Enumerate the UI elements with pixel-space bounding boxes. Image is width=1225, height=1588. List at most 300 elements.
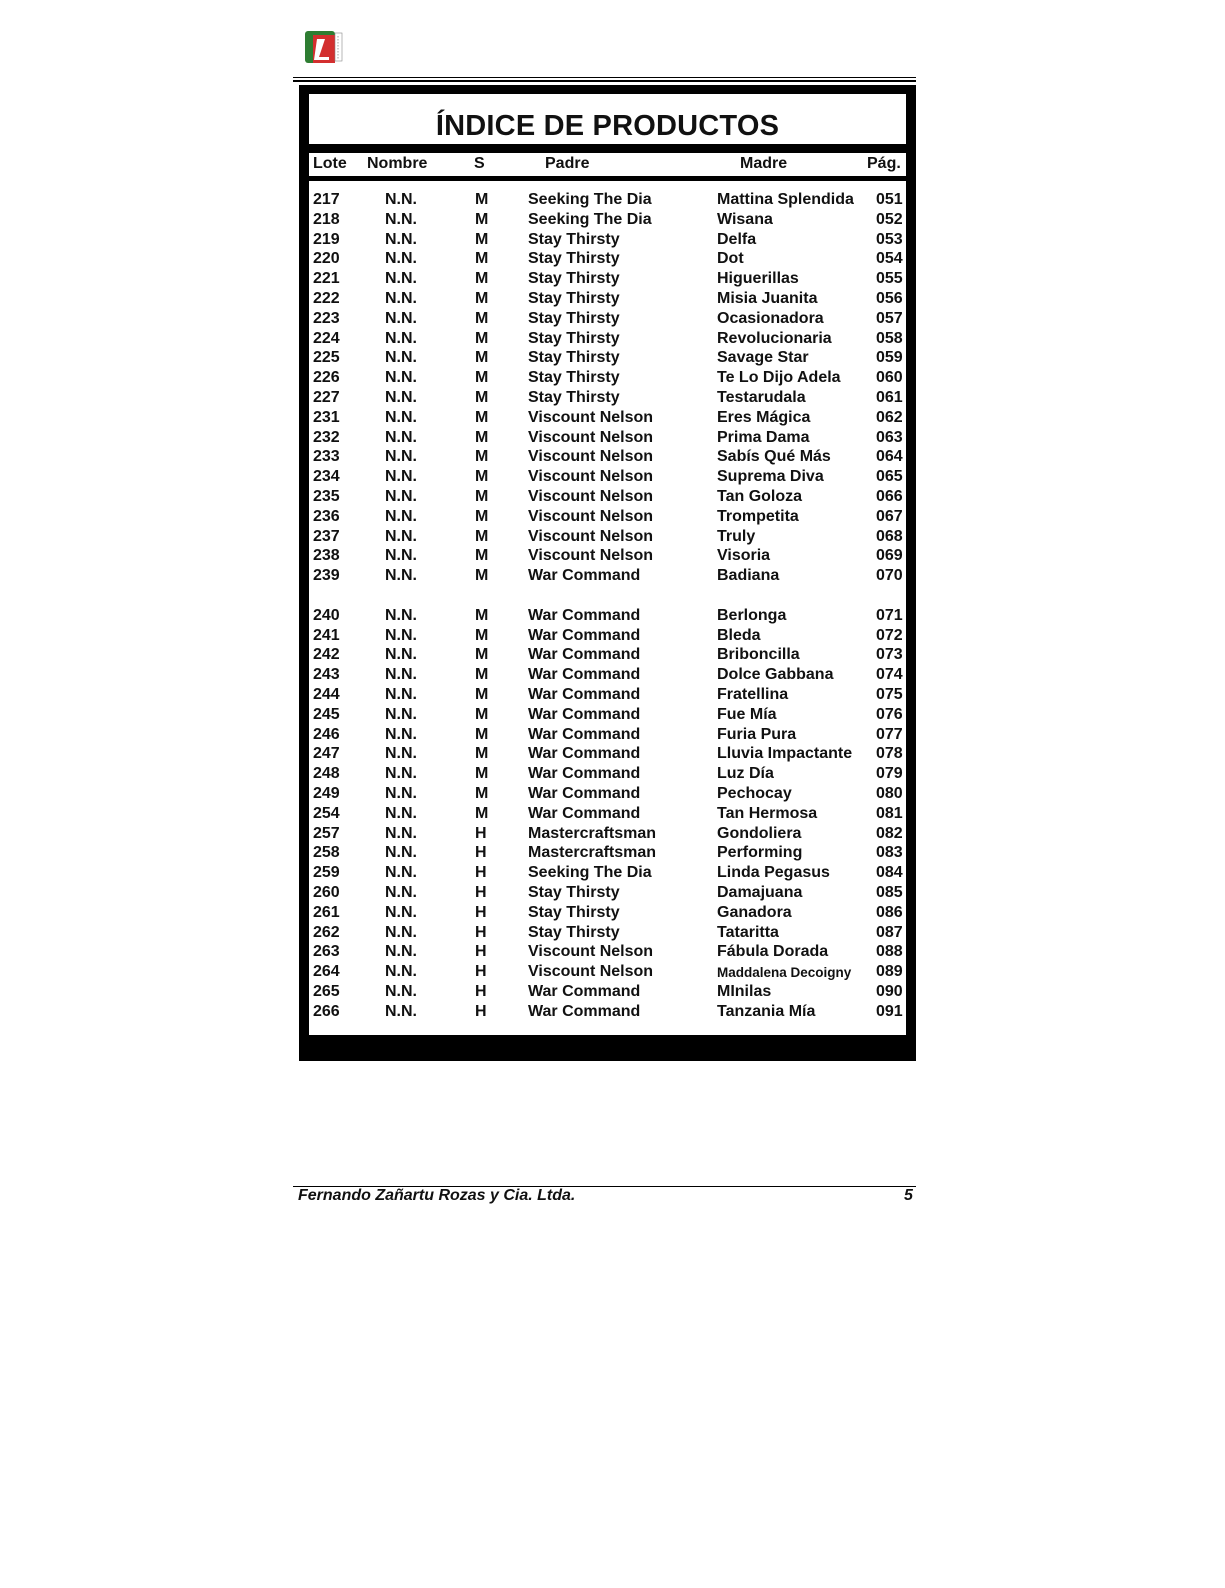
cell-madre: Higuerillas (717, 270, 799, 288)
cell-pag: 086 (876, 903, 903, 921)
cell-padre: Stay Thirsty (528, 349, 620, 367)
cell-lote: 231 (313, 408, 340, 426)
table-row (309, 310, 906, 330)
cell-nombre: N.N. (385, 903, 417, 921)
cell-lote: 254 (313, 804, 340, 822)
table-row (309, 646, 906, 666)
cell-pag: 075 (876, 686, 903, 703)
column-header-nombre: Nombre (367, 155, 428, 172)
cell-s: M (475, 765, 489, 783)
cell-madre: Damajuana (717, 884, 803, 901)
cell-pag: 072 (876, 626, 903, 644)
cell-nombre: N.N. (385, 705, 417, 723)
cell-pag: 090 (876, 983, 903, 1000)
cell-padre: War Command (528, 646, 641, 664)
cell-s: M (475, 705, 489, 723)
cell-padre: War Command (528, 725, 641, 743)
cell-padre: Stay Thirsty (528, 329, 620, 347)
column-header-lote: Lote (313, 155, 347, 172)
cell-pag: 074 (876, 666, 903, 684)
cell-padre: Stay Thirsty (528, 903, 620, 921)
cell-nombre: N.N. (385, 567, 417, 585)
cell-madre: Te Lo Dijo Adela (717, 369, 841, 387)
cell-padre: Viscount Nelson (528, 943, 654, 961)
cell-madre: Mattina Splendida (717, 191, 854, 208)
cell-nombre: N.N. (385, 428, 417, 446)
cell-s: M (475, 230, 489, 248)
cell-lote: 243 (313, 666, 340, 684)
product-index-frame (299, 85, 916, 1061)
cell-nombre: N.N. (385, 448, 417, 466)
cell-pag: 063 (876, 428, 903, 446)
cell-nombre: N.N. (385, 309, 417, 327)
cell-madre: Maddalena Decoigny (717, 965, 852, 981)
table-row (309, 884, 906, 904)
cell-lote: 249 (313, 785, 340, 802)
table-row (309, 627, 906, 647)
cell-pag: 054 (876, 250, 903, 268)
cell-madre: Misia Juanita (717, 290, 818, 307)
cell-lote: 225 (313, 349, 340, 367)
table-row (309, 983, 906, 1003)
table-row (309, 349, 906, 369)
cell-nombre: N.N. (385, 210, 417, 228)
cell-padre: Stay Thirsty (528, 309, 620, 327)
title-box (309, 94, 906, 144)
cell-s: M (475, 408, 489, 426)
cell-s: H (475, 1002, 487, 1020)
cell-nombre: N.N. (385, 725, 417, 743)
cell-s: M (475, 369, 489, 387)
cell-madre: Savage Star (717, 349, 809, 367)
column-header-s: S (474, 155, 485, 172)
cell-padre: War Command (528, 745, 641, 763)
cell-nombre: N.N. (385, 943, 417, 961)
cell-lote: 227 (313, 389, 340, 406)
cell-s: M (475, 547, 489, 565)
cell-nombre: N.N. (385, 606, 417, 624)
cell-madre: Fue Mía (717, 705, 777, 723)
cell-lote: 222 (313, 290, 340, 307)
cell-s: H (475, 824, 487, 842)
cell-lote: 237 (313, 527, 340, 545)
cell-nombre: N.N. (385, 844, 417, 862)
cell-nombre: N.N. (385, 864, 417, 882)
cell-pag: 085 (876, 884, 903, 901)
cell-nombre: N.N. (385, 745, 417, 763)
table-row (309, 805, 906, 825)
cell-lote: 217 (313, 191, 340, 208)
cell-s: M (475, 507, 489, 525)
table-row (309, 330, 906, 350)
cell-padre: War Command (528, 705, 641, 723)
table-row (309, 666, 906, 686)
cell-lote: 248 (313, 765, 340, 783)
cell-lote: 241 (313, 626, 340, 644)
table-row (309, 567, 906, 587)
table-row (309, 943, 906, 963)
cell-madre: Fratellina (717, 686, 789, 703)
cell-lote: 232 (313, 428, 340, 446)
cell-padre: Stay Thirsty (528, 230, 620, 248)
cell-nombre: N.N. (385, 191, 417, 208)
cell-s: M (475, 686, 489, 703)
cell-s: H (475, 943, 487, 961)
cell-s: M (475, 349, 489, 367)
table-row (309, 211, 906, 231)
table-row (309, 528, 906, 548)
cell-nombre: N.N. (385, 349, 417, 367)
cell-s: M (475, 250, 489, 268)
cell-pag: 077 (876, 725, 903, 743)
cell-pag: 076 (876, 705, 903, 723)
cell-madre: Ganadora (717, 903, 792, 921)
cell-pag: 055 (876, 270, 903, 288)
cell-pag: 059 (876, 349, 903, 367)
table-header (309, 153, 906, 176)
cell-madre: Performing (717, 844, 803, 862)
cell-lote: 262 (313, 923, 340, 941)
cell-lote: 224 (313, 329, 340, 347)
cell-s: M (475, 488, 489, 505)
cell-madre: Visoria (717, 547, 771, 565)
cell-madre: Dolce Gabbana (717, 666, 834, 684)
cell-madre: Prima Dama (717, 428, 810, 446)
cell-madre: Fábula Dorada (717, 943, 829, 961)
cell-padre: Stay Thirsty (528, 270, 620, 288)
cell-padre: Stay Thirsty (528, 389, 620, 406)
cell-pag: 080 (876, 785, 903, 802)
page-title: ÍNDICE DE PRODUCTOS (435, 110, 780, 142)
table-row (309, 191, 906, 211)
cell-nombre: N.N. (385, 527, 417, 545)
cell-s: M (475, 567, 489, 585)
cell-madre: Eres Mágica (717, 408, 811, 426)
cell-nombre: N.N. (385, 389, 417, 406)
cell-pag: 057 (876, 309, 903, 327)
cell-pag: 052 (876, 210, 903, 228)
cell-madre: Truly (717, 527, 756, 545)
table-row (309, 864, 906, 884)
table-row (309, 825, 906, 845)
cell-madre: Gondoliera (717, 824, 802, 842)
cell-nombre: N.N. (385, 408, 417, 426)
cell-padre: War Command (528, 765, 641, 783)
column-header-padre: Padre (545, 155, 590, 172)
cell-nombre: N.N. (385, 329, 417, 347)
cell-lote: 221 (313, 270, 340, 288)
cell-madre: Wisana (717, 210, 773, 228)
cell-pag: 091 (876, 1002, 903, 1020)
column-header-madre: Madre (740, 155, 788, 172)
cell-pag: 062 (876, 408, 903, 426)
table-row (309, 389, 906, 409)
header-rule-thin (293, 77, 916, 78)
table-row (309, 844, 906, 864)
table-row (309, 290, 906, 310)
cell-nombre: N.N. (385, 369, 417, 387)
cell-s: M (475, 329, 489, 347)
cell-nombre: N.N. (385, 983, 417, 1000)
cell-padre: Mastercraftsman (528, 824, 657, 842)
table-row (309, 547, 906, 567)
cell-padre: War Command (528, 666, 641, 684)
cell-lote: 233 (313, 448, 340, 466)
cell-nombre: N.N. (385, 290, 417, 307)
cell-madre: Lluvia Impactante (717, 745, 853, 763)
cell-madre: Tanzania Mía (717, 1002, 816, 1020)
cell-lote: 239 (313, 567, 340, 585)
cell-nombre: N.N. (385, 626, 417, 644)
cell-lote: 219 (313, 230, 340, 248)
cell-lote: 235 (313, 488, 340, 505)
cell-nombre: N.N. (385, 824, 417, 842)
table-row (309, 429, 906, 449)
cell-lote: 258 (313, 844, 340, 862)
cell-lote: 236 (313, 507, 340, 525)
cell-padre: Viscount Nelson (528, 527, 654, 545)
cell-madre: Linda Pegasus (717, 864, 830, 882)
cell-madre: Dot (717, 250, 744, 268)
cell-padre: War Command (528, 1002, 641, 1020)
cell-s: M (475, 666, 489, 684)
cell-lote: 220 (313, 250, 340, 268)
table-row (309, 369, 906, 389)
table-row (309, 706, 906, 726)
cell-madre: Revolucionaria (717, 329, 832, 347)
table-row (309, 409, 906, 429)
cell-lote: 257 (313, 824, 340, 842)
cell-madre: Berlonga (717, 606, 787, 624)
cell-pag: 051 (876, 191, 903, 208)
table-row (309, 468, 906, 488)
cell-lote: 238 (313, 547, 340, 565)
cell-lote: 245 (313, 705, 340, 723)
cell-s: M (475, 191, 489, 208)
cell-padre: Stay Thirsty (528, 250, 620, 268)
cell-s: M (475, 527, 489, 545)
cell-madre: Briboncilla (717, 646, 800, 664)
cell-madre: Tan Hermosa (717, 804, 818, 822)
cell-madre: Badiana (717, 567, 780, 585)
cell-lote: 266 (313, 1002, 340, 1020)
cell-lote: 264 (313, 963, 340, 981)
table-row (309, 904, 906, 924)
cell-s: M (475, 270, 489, 288)
cell-madre: Trompetita (717, 507, 799, 525)
cell-pag: 064 (876, 448, 903, 466)
table-row (309, 488, 906, 508)
cell-pag: 070 (876, 567, 903, 585)
cell-pag: 069 (876, 547, 903, 565)
cell-s: M (475, 646, 489, 664)
cell-s: M (475, 428, 489, 446)
cell-padre: War Command (528, 804, 641, 822)
cell-nombre: N.N. (385, 963, 417, 981)
cell-madre: Delfa (717, 230, 757, 248)
header-rule-thick (293, 80, 916, 82)
cell-padre: Seeking The Dia (528, 864, 652, 882)
cell-nombre: N.N. (385, 1002, 417, 1020)
cell-padre: Seeking The Dia (528, 210, 652, 228)
cell-madre: Luz Día (717, 765, 774, 783)
cell-padre: War Command (528, 686, 641, 703)
cell-s: M (475, 725, 489, 743)
cell-s: H (475, 923, 487, 941)
cell-s: M (475, 448, 489, 466)
table-row (309, 726, 906, 746)
cell-lote: 263 (313, 943, 340, 961)
cell-nombre: N.N. (385, 785, 417, 802)
cell-nombre: N.N. (385, 547, 417, 565)
cell-s: H (475, 903, 487, 921)
cell-s: H (475, 844, 487, 862)
cell-nombre: N.N. (385, 923, 417, 941)
cell-padre: Viscount Nelson (528, 448, 654, 466)
cell-madre: Testarudala (717, 389, 806, 406)
table-row (309, 270, 906, 290)
cell-pag: 089 (876, 963, 903, 981)
cell-padre: Viscount Nelson (528, 408, 654, 426)
cell-pag: 087 (876, 923, 903, 941)
table-body (309, 181, 906, 1035)
cell-padre: Viscount Nelson (528, 547, 654, 565)
cell-madre: Bleda (717, 626, 761, 644)
cell-s: M (475, 785, 489, 802)
cell-pag: 068 (876, 527, 903, 545)
cell-padre: Stay Thirsty (528, 369, 620, 387)
table-row (309, 785, 906, 805)
cell-lote: 265 (313, 983, 340, 1000)
table-row (309, 745, 906, 765)
cell-pag: 073 (876, 646, 903, 664)
table-row (309, 607, 906, 627)
cell-nombre: N.N. (385, 804, 417, 822)
cell-s: H (475, 864, 487, 882)
cell-nombre: N.N. (385, 230, 417, 248)
cell-s: M (475, 309, 489, 327)
cell-padre: War Command (528, 983, 641, 1000)
table-row (309, 448, 906, 468)
cell-pag: 053 (876, 230, 903, 248)
cell-nombre: N.N. (385, 646, 417, 664)
cell-s: M (475, 468, 489, 486)
cell-lote: 234 (313, 468, 340, 486)
footer-company: Fernando Zañartu Rozas y Cia. Ltda. (298, 1187, 576, 1204)
cell-lote: 242 (313, 646, 340, 664)
table-row (309, 963, 906, 983)
cell-s: M (475, 804, 489, 822)
cell-nombre: N.N. (385, 507, 417, 525)
cell-pag: 079 (876, 765, 903, 783)
cell-lote: 246 (313, 725, 340, 743)
table-row (309, 250, 906, 270)
cell-s: M (475, 290, 489, 307)
column-header-pag: Pág. (867, 155, 901, 172)
cell-s: M (475, 626, 489, 644)
cell-padre: War Command (528, 567, 641, 585)
cell-padre: Viscount Nelson (528, 507, 654, 525)
cell-s: H (475, 983, 487, 1000)
cell-nombre: N.N. (385, 884, 417, 901)
cell-s: M (475, 389, 489, 406)
cell-s: M (475, 606, 489, 624)
cell-pag: 084 (876, 864, 903, 882)
cell-nombre: N.N. (385, 250, 417, 268)
cell-madre: Ocasionadora (717, 309, 824, 327)
cell-madre: Tan Goloza (717, 488, 803, 505)
table-row (309, 686, 906, 706)
cell-pag: 060 (876, 369, 903, 387)
cell-padre: War Command (528, 626, 641, 644)
cell-nombre: N.N. (385, 488, 417, 505)
cell-lote: 223 (313, 309, 340, 327)
cell-s: M (475, 745, 489, 763)
cell-pag: 081 (876, 804, 903, 822)
cell-nombre: N.N. (385, 666, 417, 684)
cell-padre: Viscount Nelson (528, 428, 654, 446)
cell-lote: 260 (313, 884, 340, 901)
cell-pag: 088 (876, 943, 903, 961)
cell-padre: Viscount Nelson (528, 468, 654, 486)
cell-madre: Pechocay (717, 785, 792, 802)
cell-lote: 226 (313, 369, 340, 387)
cell-pag: 071 (876, 606, 903, 624)
cell-padre: Viscount Nelson (528, 488, 654, 505)
cell-pag: 078 (876, 745, 903, 763)
cell-nombre: N.N. (385, 270, 417, 288)
cell-lote: 259 (313, 864, 340, 882)
table-row (309, 508, 906, 528)
cell-lote: 244 (313, 686, 340, 703)
cell-s: H (475, 884, 487, 901)
table-row (309, 765, 906, 785)
cell-madre: MInilas (717, 983, 772, 1000)
cell-nombre: N.N. (385, 468, 417, 486)
cell-pag: 083 (876, 844, 903, 862)
table-row (309, 231, 906, 251)
cell-padre: Viscount Nelson (528, 963, 654, 981)
cell-pag: 058 (876, 329, 903, 347)
cell-s: H (475, 963, 487, 981)
cell-padre: War Command (528, 785, 641, 802)
cell-lote: 261 (313, 903, 340, 921)
cell-nombre: N.N. (385, 765, 417, 783)
cell-pag: 067 (876, 507, 903, 525)
cell-pag: 061 (876, 389, 903, 406)
cell-pag: 056 (876, 290, 903, 307)
cell-nombre: N.N. (385, 686, 417, 703)
cell-padre: Mastercraftsman (528, 844, 657, 862)
cell-pag: 066 (876, 488, 903, 505)
footer-page-number: 5 (904, 1187, 913, 1204)
cell-padre: Seeking The Dia (528, 191, 652, 208)
cell-padre: Stay Thirsty (528, 923, 620, 941)
cell-pag: 065 (876, 468, 903, 486)
cell-madre: Tataritta (717, 923, 779, 941)
cell-madre: Sabís Qué Más (717, 448, 831, 466)
cell-lote: 247 (313, 745, 340, 763)
table-row (309, 924, 906, 944)
cell-padre: War Command (528, 606, 641, 624)
cell-madre: Suprema Diva (717, 468, 824, 486)
cell-pag: 082 (876, 824, 903, 842)
cell-padre: Stay Thirsty (528, 884, 620, 901)
cell-madre: Furia Pura (717, 725, 797, 743)
company-logo-icon (305, 29, 343, 65)
cell-lote: 240 (313, 606, 340, 624)
cell-lote: 218 (313, 210, 340, 228)
